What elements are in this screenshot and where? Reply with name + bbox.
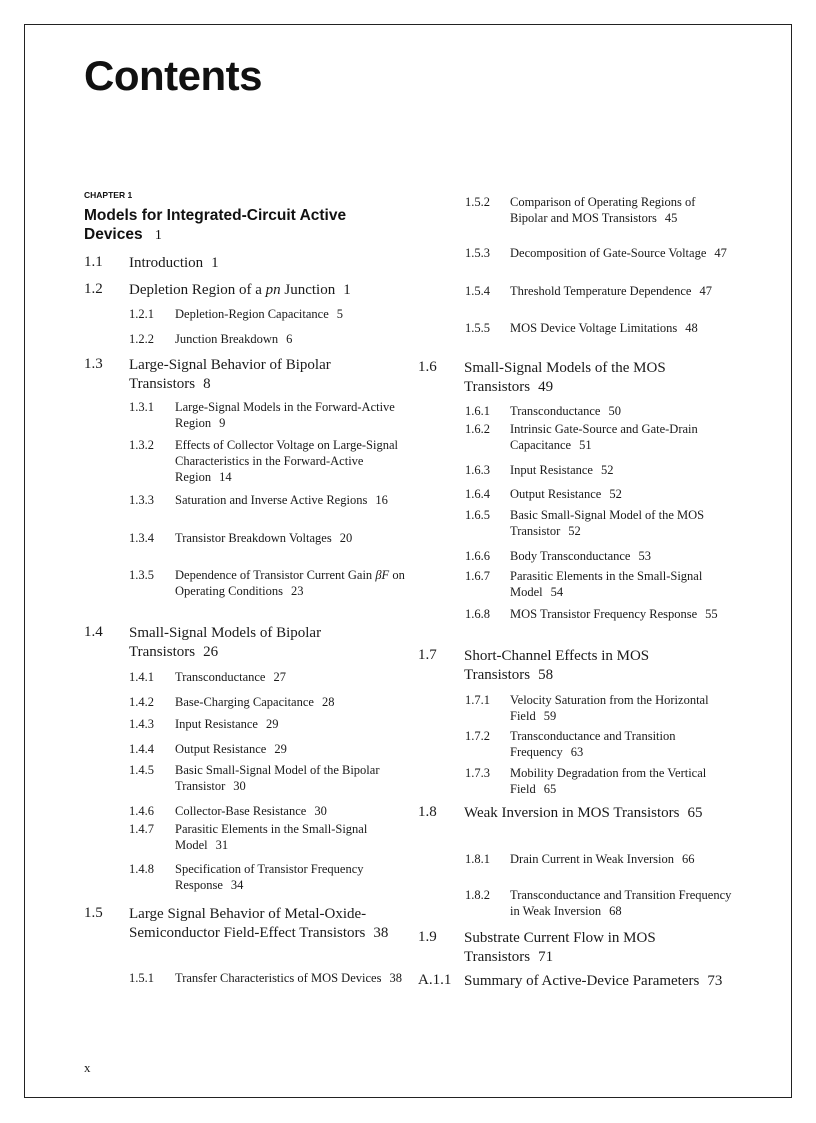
entry-number: 1.8.2: [465, 888, 490, 902]
entry-number: 1.4.1: [129, 670, 154, 684]
entry-title: Transconductance and Transition Frequency 63: [510, 729, 676, 759]
entry-page-number: 71: [538, 949, 554, 965]
entry-number: 1.3.5: [129, 568, 154, 582]
entry-number: 1.3.3: [129, 493, 154, 507]
entry-page-number: 65: [687, 805, 703, 821]
entry-page-number: 30: [233, 779, 246, 793]
entry-page-number: 6: [286, 332, 293, 346]
entry-title: Small-Signal Models of Bipolar Transistors 26: [129, 625, 322, 660]
toc-section-entry[interactable]: [84, 254, 399, 273]
toc-subsection-entry[interactable]: [465, 507, 735, 539]
toc-subsection-entry[interactable]: [129, 716, 405, 732]
entry-italic-term: βF: [375, 568, 390, 582]
entry-number: 1.3.1: [129, 400, 154, 414]
entry-page-number: 29: [265, 717, 279, 731]
entry-number: 1.4.4: [129, 742, 154, 756]
entry-page-number: 23: [290, 584, 304, 598]
entry-title: Transconductance and Transition Frequency in Weak Inversion 68: [510, 888, 732, 918]
entry-page-number: 52: [609, 487, 622, 501]
toc-subsection-entry[interactable]: [129, 762, 405, 794]
entry-page-number: 38: [389, 971, 402, 985]
entry-page-number: 68: [609, 904, 622, 918]
toc-subsection-entry[interactable]: [465, 765, 735, 797]
entry-page-number: 53: [638, 549, 651, 563]
entry-title: Threshold Temperature Dependence 47: [510, 284, 712, 298]
toc-subsection-entry[interactable]: [465, 421, 735, 453]
toc-subsection-entry[interactable]: [465, 606, 735, 622]
entry-number: 1.4.5: [129, 763, 154, 777]
toc-section-entry[interactable]: [84, 356, 399, 394]
toc-subsection-entry[interactable]: [465, 486, 735, 502]
entry-title: Transconductance 50: [510, 404, 621, 418]
entry-title: Input Resistance 52: [510, 463, 614, 477]
toc-section-entry[interactable]: [418, 359, 734, 397]
entry-number: 1.6.4: [465, 487, 490, 501]
entry-title: Large Signal Behavior of Metal-Oxide-Semiconductor Field-Effect Transistors 38: [129, 906, 389, 941]
entry-number: 1.5: [84, 905, 103, 921]
entry-title: Saturation and Inverse Active Regions 16: [175, 493, 388, 507]
toc-subsection-entry[interactable]: [129, 437, 405, 485]
entry-title: Drain Current in Weak Inversion 66: [510, 852, 695, 866]
toc-subsection-entry[interactable]: [129, 694, 405, 710]
chapter-title: Models for Integrated-Circuit Active Devices: [84, 207, 347, 243]
entry-title: Junction Breakdown 6: [175, 332, 293, 346]
entry-title: Parasitic Elements in the Small-Signal Model 31: [175, 822, 368, 852]
entry-page-number: 45: [664, 211, 678, 225]
entry-title: Small-Signal Models of the MOS Transistors 49: [464, 360, 666, 395]
entry-title: Parasitic Elements in the Small-Signal Model 54: [510, 569, 703, 599]
entry-number: 1.8.1: [465, 852, 490, 866]
toc-subsection-entry[interactable]: [129, 821, 405, 853]
entry-page-number: 55: [705, 607, 718, 621]
entry-page-number: 63: [570, 745, 584, 759]
entry-page-number: 49: [538, 379, 554, 395]
entry-title: Mobility Degradation from the Vertical Field 65: [510, 766, 707, 796]
entry-title: Comparison of Operating Regions of Bipolar and MOS Transistors 45: [510, 195, 696, 225]
toc-subsection-entry[interactable]: [465, 245, 735, 261]
entry-title: Effects of Collector Voltage on Large-Signal Characteristics in the Forward-Active Region 14: [175, 438, 398, 484]
entry-page-number: 30: [314, 804, 327, 818]
entry-page-number: 47: [699, 284, 712, 298]
entry-title: Decomposition of Gate-Source Voltage 47: [510, 246, 727, 260]
entry-page-number: 34: [230, 878, 244, 892]
entry-page-number: 50: [608, 404, 621, 418]
entry-number: 1.6.6: [465, 549, 490, 563]
entry-page-number: 73: [707, 973, 723, 989]
entry-title: Body Transconductance 53: [510, 549, 651, 563]
entry-title: Transistor Breakdown Voltages 20: [175, 531, 353, 545]
entry-page-number: 29: [274, 742, 287, 756]
entry-page-number: 16: [375, 493, 388, 507]
toc-subsection-entry[interactable]: [465, 887, 735, 919]
entry-page-number: 48: [685, 321, 698, 335]
entry-title: MOS Device Voltage Limitations 48: [510, 321, 698, 335]
entry-number: 1.6.2: [465, 422, 490, 436]
toc-subsection-entry[interactable]: [129, 970, 405, 986]
toc-subsection-entry[interactable]: [465, 194, 735, 226]
entry-page-number: 26: [203, 644, 219, 660]
chapter-heading: [84, 206, 404, 245]
entry-title: Output Resistance 52: [510, 487, 622, 501]
toc-subsection-entry[interactable]: [129, 530, 405, 546]
toc-subsection-entry[interactable]: [129, 567, 405, 599]
entry-italic-term: pn: [265, 282, 281, 298]
toc-subsection-entry[interactable]: [465, 320, 735, 336]
entry-page-number: 1: [211, 255, 219, 271]
entry-number: 1.5.2: [465, 195, 490, 209]
toc-subsection-entry[interactable]: [465, 403, 735, 419]
entry-title: Base-Charging Capacitance 28: [175, 695, 335, 709]
entry-page-number: 28: [321, 695, 335, 709]
toc-subsection-entry[interactable]: [465, 548, 735, 564]
entry-number: 1.1: [84, 254, 103, 270]
entry-page-number: 31: [215, 838, 229, 852]
entry-number: 1.6.3: [465, 463, 490, 477]
entry-title: Input Resistance 29: [175, 717, 279, 731]
entry-page-number: 58: [538, 667, 554, 683]
entry-title: Basic Small-Signal Model of the MOS Transistor 52: [510, 508, 705, 538]
entry-page-number: 9: [219, 416, 226, 430]
entry-number: 1.5.5: [465, 321, 490, 335]
entry-number: 1.5.3: [465, 246, 490, 260]
entry-number: 1.7.3: [465, 766, 490, 780]
entry-page-number: 59: [543, 709, 557, 723]
toc-section-entry[interactable]: [84, 905, 399, 943]
toc-subsection-entry[interactable]: [129, 669, 405, 685]
toc-section-entry[interactable]: [84, 624, 399, 662]
entry-title: Depletion Region of a pn Junction 1: [129, 282, 351, 298]
entry-title: Short-Channel Effects in MOS Transistors 58: [464, 648, 650, 683]
toc-subsection-entry[interactable]: [129, 741, 405, 757]
entry-title: Introduction 1: [129, 255, 219, 271]
entry-number: 1.6.5: [465, 508, 490, 522]
entry-title: Velocity Saturation from the Horizontal Field 59: [510, 693, 709, 723]
entry-page-number: 14: [219, 470, 232, 484]
toc-section-entry[interactable]: [418, 929, 734, 967]
entry-page-number: 8: [203, 376, 211, 392]
toc-section-entry[interactable]: [418, 647, 734, 685]
entry-number: 1.2.1: [129, 307, 154, 321]
entry-number: 1.7.2: [465, 729, 490, 743]
entry-page-number: 54: [550, 585, 564, 599]
entry-number: 1.7.1: [465, 693, 490, 707]
entry-number: 1.6.7: [465, 569, 490, 583]
entry-page-number: 52: [600, 463, 614, 477]
entry-title: Transfer Characteristics of MOS Devices 38: [175, 971, 402, 985]
chapter-label: CHAPTER 1: [84, 190, 133, 200]
toc-subsection-entry[interactable]: [129, 399, 405, 431]
entry-number: 1.9: [418, 929, 437, 945]
entry-title: Intrinsic Gate-Source and Gate-Drain Capacitance 51: [510, 422, 698, 452]
entry-page-number: 5: [336, 307, 344, 321]
toc-section-entry[interactable]: [418, 804, 734, 823]
entry-page-number: 1: [343, 282, 351, 298]
entry-number: 1.7: [418, 647, 437, 663]
toc-section-entry[interactable]: [84, 281, 399, 300]
toc-subsection-entry[interactable]: [465, 851, 735, 867]
entry-title: Depletion-Region Capacitance 5: [175, 307, 344, 321]
entry-page-number: 47: [714, 246, 727, 260]
entry-page-number: 66: [682, 852, 695, 866]
entry-number: 1.2.2: [129, 332, 154, 346]
entry-number: 1.5.1: [129, 971, 154, 985]
entry-number: 1.6.1: [465, 404, 490, 418]
entry-number: 1.6.8: [465, 607, 490, 621]
toc-subsection-entry[interactable]: [465, 462, 735, 478]
entry-page-number: 51: [579, 438, 592, 452]
toc-section-entry[interactable]: [418, 972, 734, 991]
entry-title: Large-Signal Models in the Forward-Active Region 9: [175, 400, 395, 430]
entry-title: Specification of Transistor Frequency Response 34: [175, 862, 364, 892]
entry-number: 1.3: [84, 356, 103, 372]
toc-subsection-entry[interactable]: [129, 803, 405, 819]
entry-number: 1.4.7: [129, 822, 154, 836]
toc-subsection-entry[interactable]: [465, 568, 735, 600]
toc-subsection-entry[interactable]: [465, 728, 735, 760]
entry-title: Transconductance 27: [175, 670, 286, 684]
entry-page-number: 27: [273, 670, 286, 684]
toc-subsection-entry[interactable]: [129, 492, 405, 508]
entry-title: Output Resistance 29: [175, 742, 287, 756]
chapter-page: 1: [154, 228, 162, 243]
entry-title: Large-Signal Behavior of Bipolar Transistors 8: [129, 357, 331, 392]
entry-number: 1.8: [418, 804, 437, 820]
entry-page-number: 52: [568, 524, 581, 538]
entry-title: Basic Small-Signal Model of the Bipolar Transistor 30: [175, 763, 380, 793]
entry-title: Summary of Active-Device Parameters 73: [464, 973, 723, 989]
entry-title: Substrate Current Flow in MOS Transistors 71: [464, 930, 656, 965]
entry-page-number: 65: [543, 782, 557, 796]
entry-page-number: 38: [373, 925, 389, 941]
toc-subsection-entry[interactable]: [465, 692, 735, 724]
toc-subsection-entry[interactable]: [129, 861, 405, 893]
page-title: Contents: [84, 52, 262, 99]
entry-title: MOS Transistor Frequency Response 55: [510, 607, 718, 621]
entry-number: 1.3.4: [129, 531, 154, 545]
entry-number: 1.4.8: [129, 862, 154, 876]
entry-number: 1.4.6: [129, 804, 154, 818]
page-folio: x: [84, 1060, 91, 1075]
entry-title: Dependence of Transistor Current Gain βF on Operating Conditions 23: [175, 568, 405, 598]
entry-number: 1.4.2: [129, 695, 154, 709]
entry-number: 1.3.2: [129, 438, 154, 452]
toc-subsection-entry[interactable]: [465, 283, 735, 299]
entry-number: 1.5.4: [465, 284, 490, 298]
entry-number: 1.2: [84, 281, 103, 297]
toc-subsection-entry[interactable]: [129, 331, 405, 347]
toc-subsection-entry[interactable]: [129, 306, 405, 322]
entry-title: Collector-Base Resistance 30: [175, 804, 327, 818]
entry-title: Weak Inversion in MOS Transistors 65: [464, 805, 703, 821]
entry-number: 1.6: [418, 359, 437, 375]
entry-number: 1.4: [84, 624, 103, 640]
entry-number: 1.4.3: [129, 717, 154, 731]
entry-number: A.1.1: [418, 972, 452, 988]
entry-page-number: 20: [339, 531, 353, 545]
